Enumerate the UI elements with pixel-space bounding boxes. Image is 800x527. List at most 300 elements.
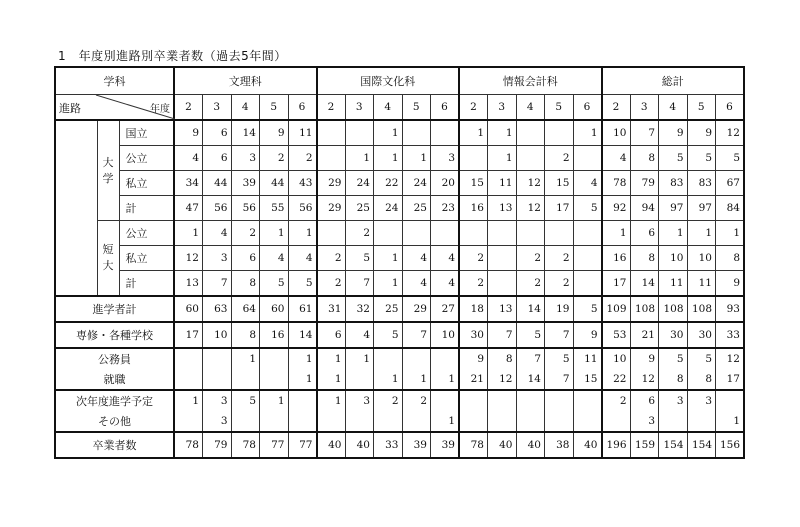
value-cell: 64 [231, 296, 260, 322]
value-cell: 12 [174, 246, 203, 271]
value-cell: 9 [716, 271, 745, 297]
value-cell: 9 [174, 120, 203, 146]
value-cell: 56 [231, 196, 260, 221]
value-cell: 1 [374, 146, 403, 171]
header-year: 5 [260, 95, 289, 121]
value-cell [345, 411, 374, 432]
value-cell: 7 [402, 322, 431, 348]
value-cell: 5 [573, 196, 602, 221]
value-cell: 5 [573, 296, 602, 322]
header-dept-joho: 情報会計科 [459, 67, 602, 95]
value-cell: 6 [231, 246, 260, 271]
value-cell [573, 390, 602, 411]
value-cell: 3 [345, 390, 374, 411]
table-row [55, 146, 744, 171]
value-cell: 2 [459, 246, 488, 271]
value-cell: 3 [203, 411, 232, 432]
value-cell: 1 [602, 221, 631, 246]
value-cell [716, 390, 745, 411]
value-cell: 2 [516, 246, 545, 271]
value-cell: 21 [630, 322, 659, 348]
value-cell [573, 411, 602, 432]
header-dept-kokusai: 国際文化科 [317, 67, 460, 95]
value-cell: 5 [516, 322, 545, 348]
value-cell [374, 221, 403, 246]
value-cell: 44 [260, 171, 289, 196]
value-cell: 14 [288, 322, 317, 348]
value-cell: 8 [687, 369, 716, 390]
value-cell: 1 [174, 390, 203, 411]
value-cell: 108 [687, 296, 716, 322]
value-cell [516, 120, 545, 146]
header-year: 4 [374, 95, 403, 121]
value-cell: 4 [345, 322, 374, 348]
header-year: 3 [345, 95, 374, 121]
value-cell: 25 [402, 196, 431, 221]
value-cell: 13 [488, 296, 517, 322]
value-cell [459, 221, 488, 246]
value-cell: 109 [602, 296, 631, 322]
value-cell: 32 [345, 296, 374, 322]
header-year: 5 [545, 95, 574, 121]
value-cell: 84 [716, 196, 745, 221]
value-cell: 4 [203, 221, 232, 246]
value-cell [174, 348, 203, 369]
value-cell: 23 [431, 196, 460, 221]
table-row [55, 171, 744, 196]
value-cell: 2 [402, 390, 431, 411]
value-cell: 97 [687, 196, 716, 221]
value-cell: 78 [602, 171, 631, 196]
row-label: 私立 [119, 246, 174, 271]
value-cell: 2 [317, 246, 346, 271]
value-cell: 2 [317, 271, 346, 297]
table-row [55, 271, 744, 297]
value-cell: 9 [630, 348, 659, 369]
value-cell: 108 [630, 296, 659, 322]
value-cell: 4 [402, 246, 431, 271]
value-cell: 14 [516, 369, 545, 390]
value-cell: 94 [630, 196, 659, 221]
value-cell: 12 [516, 196, 545, 221]
value-cell: 4 [431, 246, 460, 271]
value-cell [317, 146, 346, 171]
value-cell [288, 411, 317, 432]
value-cell: 92 [602, 196, 631, 221]
table-row [55, 221, 744, 246]
value-cell: 31 [317, 296, 346, 322]
value-cell: 1 [345, 146, 374, 171]
value-cell: 43 [288, 171, 317, 196]
value-cell: 4 [402, 271, 431, 297]
value-cell [402, 120, 431, 146]
header-year: 4 [231, 95, 260, 121]
header-year: 3 [488, 95, 517, 121]
row-label: 計 [119, 271, 174, 297]
value-cell: 1 [431, 411, 460, 432]
value-cell: 40 [573, 432, 602, 458]
header-year: 2 [174, 95, 203, 121]
value-cell: 29 [317, 171, 346, 196]
value-cell: 78 [231, 432, 260, 458]
value-cell: 24 [374, 196, 403, 221]
value-cell: 196 [602, 432, 631, 458]
value-cell: 10 [687, 246, 716, 271]
value-cell: 44 [203, 171, 232, 196]
value-cell: 1 [374, 271, 403, 297]
value-cell: 16 [602, 246, 631, 271]
value-cell [488, 390, 517, 411]
value-cell: 11 [488, 171, 517, 196]
value-cell: 39 [431, 432, 460, 458]
value-cell: 7 [203, 271, 232, 297]
value-cell [231, 411, 260, 432]
value-cell: 4 [260, 246, 289, 271]
value-cell: 1 [459, 120, 488, 146]
value-cell: 1 [231, 348, 260, 369]
value-cell: 1 [288, 348, 317, 369]
value-cell: 1 [374, 120, 403, 146]
page-title: 1 年度別進路別卒業者数（過去5年間） [58, 49, 287, 63]
value-cell: 77 [288, 432, 317, 458]
value-cell: 7 [545, 322, 574, 348]
value-cell [488, 271, 517, 297]
header-year: 3 [630, 95, 659, 121]
value-cell: 30 [687, 322, 716, 348]
value-cell [260, 411, 289, 432]
value-cell: 11 [687, 271, 716, 297]
value-cell: 1 [687, 221, 716, 246]
value-cell: 77 [260, 432, 289, 458]
value-cell: 14 [630, 271, 659, 297]
value-cell: 24 [402, 171, 431, 196]
value-cell: 12 [516, 171, 545, 196]
value-cell: 30 [659, 322, 688, 348]
value-cell: 5 [288, 271, 317, 297]
header-year: 5 [402, 95, 431, 121]
value-cell: 60 [260, 296, 289, 322]
value-cell [317, 120, 346, 146]
value-cell: 108 [659, 296, 688, 322]
value-cell: 1 [288, 221, 317, 246]
table-row [55, 390, 744, 411]
value-cell: 3 [203, 390, 232, 411]
value-cell: 21 [459, 369, 488, 390]
value-cell: 33 [374, 432, 403, 458]
value-cell [345, 369, 374, 390]
table-row [55, 369, 744, 390]
value-cell: 3 [203, 246, 232, 271]
table-row-total-graduates [55, 432, 744, 458]
value-cell: 24 [345, 171, 374, 196]
table-row [55, 348, 744, 369]
value-cell [431, 120, 460, 146]
value-cell [573, 246, 602, 271]
value-cell: 1 [374, 369, 403, 390]
value-cell [431, 221, 460, 246]
value-cell: 17 [545, 196, 574, 221]
value-cell: 1 [345, 348, 374, 369]
value-cell [459, 146, 488, 171]
value-cell: 8 [716, 246, 745, 271]
value-cell [345, 120, 374, 146]
header-year: 6 [716, 95, 745, 121]
value-cell: 1 [431, 369, 460, 390]
header-shinro: 進路 [59, 102, 81, 115]
header-year: 6 [288, 95, 317, 121]
header-nendo: 年度 [150, 104, 170, 115]
value-cell: 8 [231, 271, 260, 297]
header-year: 4 [516, 95, 545, 121]
value-cell: 10 [602, 348, 631, 369]
value-cell: 154 [659, 432, 688, 458]
value-cell: 4 [288, 246, 317, 271]
value-cell: 12 [630, 369, 659, 390]
value-cell [459, 411, 488, 432]
value-cell: 9 [459, 348, 488, 369]
value-cell: 79 [630, 171, 659, 196]
value-cell [231, 369, 260, 390]
header-year: 6 [431, 95, 460, 121]
value-cell: 1 [488, 146, 517, 171]
value-cell [545, 120, 574, 146]
value-cell: 5 [659, 348, 688, 369]
value-cell: 2 [516, 271, 545, 297]
value-cell: 1 [659, 221, 688, 246]
value-cell: 1 [288, 369, 317, 390]
value-cell: 1 [317, 348, 346, 369]
value-cell [687, 411, 716, 432]
value-cell: 1 [260, 390, 289, 411]
value-cell: 156 [716, 432, 745, 458]
value-cell: 63 [203, 296, 232, 322]
value-cell: 9 [659, 120, 688, 146]
value-cell: 9 [573, 322, 602, 348]
value-cell: 53 [602, 322, 631, 348]
value-cell [402, 411, 431, 432]
value-cell [516, 146, 545, 171]
value-cell: 5 [260, 271, 289, 297]
header-year: 5 [687, 95, 716, 121]
header-year: 6 [573, 95, 602, 121]
value-cell: 5 [716, 146, 745, 171]
value-cell [659, 411, 688, 432]
value-cell: 8 [231, 322, 260, 348]
value-cell: 40 [317, 432, 346, 458]
value-cell: 5 [374, 322, 403, 348]
value-cell [545, 221, 574, 246]
value-cell: 2 [545, 271, 574, 297]
value-cell [260, 369, 289, 390]
value-cell: 4 [431, 271, 460, 297]
value-cell: 4 [573, 171, 602, 196]
value-cell: 8 [630, 146, 659, 171]
value-cell: 1 [402, 146, 431, 171]
value-cell: 39 [231, 171, 260, 196]
value-cell: 2 [545, 246, 574, 271]
value-cell: 56 [203, 196, 232, 221]
value-cell: 5 [659, 146, 688, 171]
value-cell [488, 411, 517, 432]
value-cell: 1 [716, 411, 745, 432]
value-cell [431, 348, 460, 369]
row-label: 私立 [119, 171, 174, 196]
row-label: 専修・各種学校 [55, 322, 174, 348]
row-label: 卒業者数 [55, 432, 174, 458]
value-cell: 6 [203, 146, 232, 171]
value-cell: 17 [174, 322, 203, 348]
value-cell: 14 [516, 296, 545, 322]
header-row-years [55, 95, 744, 121]
value-cell: 1 [317, 369, 346, 390]
row-label: 公務員 [55, 348, 174, 369]
value-cell: 93 [716, 296, 745, 322]
value-cell: 8 [488, 348, 517, 369]
row-label: 国立 [119, 120, 174, 146]
value-cell [288, 390, 317, 411]
value-cell [516, 411, 545, 432]
value-cell: 12 [716, 348, 745, 369]
value-cell: 61 [288, 296, 317, 322]
value-cell [545, 411, 574, 432]
header-diagonal-cell [55, 95, 174, 121]
value-cell [174, 369, 203, 390]
value-cell [602, 411, 631, 432]
value-cell: 9 [687, 120, 716, 146]
value-cell: 2 [260, 146, 289, 171]
value-cell: 18 [459, 296, 488, 322]
value-cell: 60 [174, 296, 203, 322]
value-cell: 7 [516, 348, 545, 369]
value-cell: 67 [716, 171, 745, 196]
value-cell: 22 [602, 369, 631, 390]
value-cell: 16 [459, 196, 488, 221]
header-year: 2 [317, 95, 346, 121]
value-cell: 29 [402, 296, 431, 322]
value-cell [488, 246, 517, 271]
outer-blank-cell [55, 120, 97, 296]
value-cell: 8 [630, 246, 659, 271]
value-cell: 1 [174, 221, 203, 246]
value-cell: 13 [174, 271, 203, 297]
row-label: 進学者計 [55, 296, 174, 322]
value-cell: 3 [687, 390, 716, 411]
row-label: 計 [119, 196, 174, 221]
value-cell: 1 [488, 120, 517, 146]
table-row [55, 411, 744, 432]
graduates-by-course-table [54, 66, 745, 459]
value-cell: 5 [687, 348, 716, 369]
header-dept-total: 総計 [602, 67, 745, 95]
value-cell: 154 [687, 432, 716, 458]
table-row [55, 296, 744, 322]
value-cell [402, 348, 431, 369]
value-cell: 19 [545, 296, 574, 322]
value-cell: 3 [630, 411, 659, 432]
value-cell: 6 [630, 221, 659, 246]
value-cell: 10 [431, 322, 460, 348]
table-row [55, 246, 744, 271]
value-cell: 7 [545, 369, 574, 390]
value-cell: 5 [687, 146, 716, 171]
value-cell: 6 [203, 120, 232, 146]
value-cell [174, 411, 203, 432]
value-cell: 12 [488, 369, 517, 390]
value-cell: 10 [602, 120, 631, 146]
header-year: 2 [602, 95, 631, 121]
value-cell: 78 [174, 432, 203, 458]
value-cell: 13 [488, 196, 517, 221]
value-cell: 159 [630, 432, 659, 458]
value-cell: 79 [203, 432, 232, 458]
value-cell: 15 [545, 171, 574, 196]
value-cell: 5 [545, 348, 574, 369]
value-cell: 2 [345, 221, 374, 246]
value-cell: 25 [374, 296, 403, 322]
value-cell: 29 [317, 196, 346, 221]
value-cell [317, 411, 346, 432]
header-dept-bunri: 文理科 [174, 67, 317, 95]
value-cell: 11 [659, 271, 688, 297]
value-cell [516, 221, 545, 246]
value-cell [260, 348, 289, 369]
value-cell [317, 221, 346, 246]
value-cell: 5 [231, 390, 260, 411]
value-cell: 34 [174, 171, 203, 196]
value-cell: 47 [174, 196, 203, 221]
table-row [55, 322, 744, 348]
row-label: 公立 [119, 146, 174, 171]
value-cell: 4 [602, 146, 631, 171]
value-cell: 33 [716, 322, 745, 348]
value-cell: 20 [431, 171, 460, 196]
value-cell: 55 [260, 196, 289, 221]
value-cell: 5 [345, 246, 374, 271]
value-cell [573, 271, 602, 297]
value-cell [459, 390, 488, 411]
value-cell [488, 221, 517, 246]
value-cell [402, 221, 431, 246]
header-gakka: 学科 [55, 67, 174, 95]
value-cell: 78 [459, 432, 488, 458]
value-cell: 40 [488, 432, 517, 458]
value-cell: 2 [231, 221, 260, 246]
row-label: 次年度進学予定 [55, 390, 174, 411]
value-cell [545, 390, 574, 411]
value-cell: 40 [345, 432, 374, 458]
value-cell [516, 390, 545, 411]
value-cell: 17 [602, 271, 631, 297]
row-label: 公立 [119, 221, 174, 246]
value-cell [374, 411, 403, 432]
value-cell [431, 390, 460, 411]
table-row [55, 196, 744, 221]
value-cell: 1 [260, 221, 289, 246]
value-cell: 16 [260, 322, 289, 348]
row-label: その他 [55, 411, 174, 432]
table-row [55, 120, 744, 146]
value-cell: 2 [545, 146, 574, 171]
value-cell: 39 [402, 432, 431, 458]
value-cell: 2 [602, 390, 631, 411]
value-cell: 6 [630, 390, 659, 411]
value-cell: 7 [345, 271, 374, 297]
value-cell [573, 221, 602, 246]
value-cell: 7 [488, 322, 517, 348]
value-cell: 38 [545, 432, 574, 458]
row-label: 就職 [55, 369, 174, 390]
value-cell: 17 [716, 369, 745, 390]
